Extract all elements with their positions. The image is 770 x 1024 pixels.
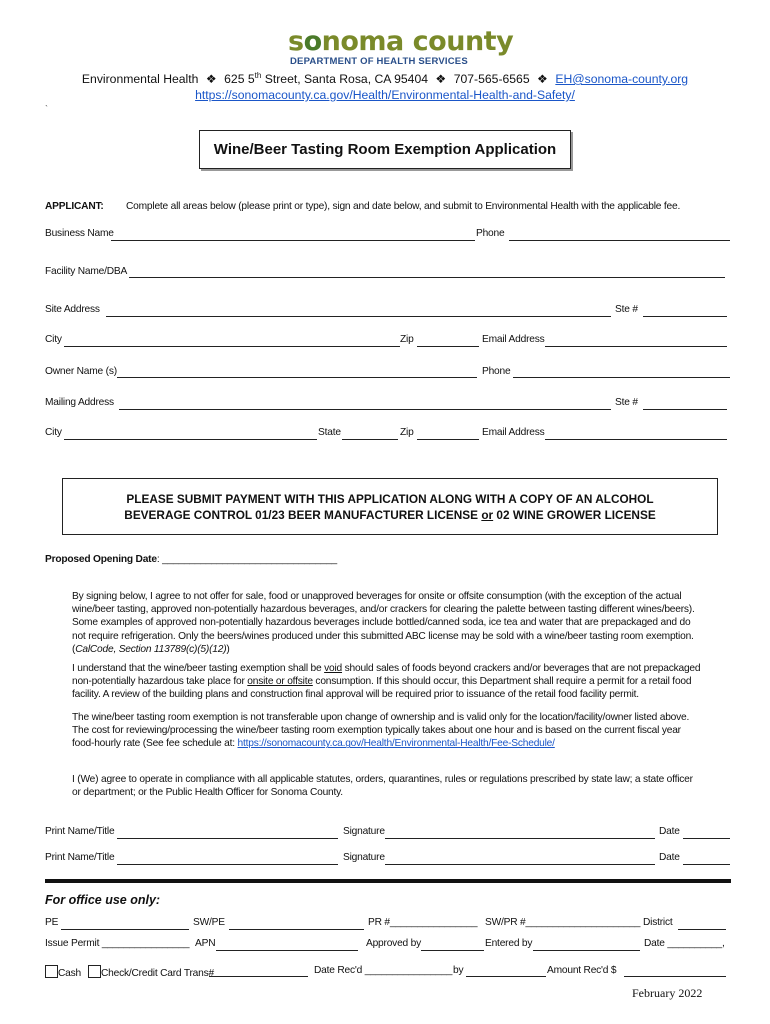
cash-option[interactable] (45, 965, 81, 979)
p2-void: void (324, 663, 343, 674)
swpe-label: SW/PE (193, 917, 225, 928)
revision-date: February 2022 (632, 986, 703, 1000)
mailing-email-label: Email Address (482, 427, 545, 438)
district-label: District (643, 917, 673, 928)
print-name-field-2[interactable] (117, 864, 338, 865)
mailing-zip-label: Zip (400, 427, 414, 438)
date-label: Date (659, 826, 680, 837)
date-label-2: Date (659, 852, 680, 863)
form-title: Wine/Beer Tasting Room Exemption Application (199, 130, 571, 169)
by-label: by (453, 965, 464, 976)
address-post: Street, Santa Rosa, CA 95404 (261, 72, 428, 87)
pr-field[interactable]: PR #________________ (368, 917, 478, 928)
logo-wordmark-s: s (288, 26, 304, 57)
logo-wordmark-o: o (303, 26, 322, 57)
signature-label: Signature (343, 826, 385, 837)
logo-department: DEPARTMENT OF HEALTH SERVICES (290, 56, 468, 67)
date-recd-field[interactable]: Date Rec'd ________________ (314, 965, 453, 976)
p1-text: By signing below, I agree to not offer for sale, food or unapproved beverages for onsite or offsite consumption (with the exception of the actual wine/beer tasting, approved non-potentially hazardous beverages, and/or crackers for clearing the palette between tasting different wines/beers). Some examples of approved non-potentially hazardous beverages include bottled/canned soda, ice tea and water that are prepackaged and do not require refrigeration. Only the beers/wines produced under this submitted ABC license may be sold with a wine/beer tasting room exemption. ( (72, 591, 695, 655)
opening-date-field[interactable]: : ________________________________ (156, 554, 338, 565)
stray-mark: ` (45, 104, 48, 114)
apn-field[interactable] (216, 950, 358, 951)
notice-line-2-pre: BEVERAGE CONTROL 01/23 BEER MANUFACTURER LICENSE (124, 507, 482, 522)
owner-phone-label: Phone (482, 366, 511, 377)
facility-name-label: Facility Name/DBA (45, 266, 128, 277)
notice-line-2-post: 02 WINE GROWER LICENSE (493, 507, 656, 522)
mailing-email-field[interactable] (545, 439, 727, 440)
p1-end: ) (226, 643, 230, 655)
payment-notice (62, 478, 718, 535)
by-field[interactable] (466, 976, 546, 977)
email-label: Email Address (482, 334, 545, 345)
cash-checkbox[interactable] (45, 965, 58, 978)
logo-wordmark (288, 26, 513, 57)
contact-address (224, 72, 428, 86)
facility-name-field[interactable] (129, 277, 725, 278)
address-sup: th (254, 71, 262, 80)
contact-phone: 707-565-6565 (453, 72, 530, 87)
signature-label-2: Signature (343, 852, 385, 863)
district-field[interactable] (678, 929, 726, 930)
opening-date-label: Proposed Opening Date (45, 554, 157, 565)
swpe-field[interactable] (229, 929, 364, 930)
contact-email-link[interactable]: EH@sonoma-county.org (555, 72, 689, 87)
p2-text-b: should sales of foods beyond crackers and/or beverages that are not prepackaged non-potentially hazardous take place for (72, 663, 701, 688)
zip-field[interactable] (417, 346, 479, 347)
terms-paragraph-4: I (We) agree to operate in compliance with all applicable statutes, orders, quarantines, rules or regulations prescribed by state law; a state officer or department; or the Public Health Officer for Sonoma County. (72, 774, 693, 799)
diamond-bullet-icon: ❖ (205, 72, 217, 87)
entered-by-field[interactable] (533, 950, 640, 951)
check-checkbox[interactable] (88, 965, 101, 978)
approved-by-label: Approved by (366, 938, 422, 949)
site-address-field[interactable] (106, 316, 611, 317)
amount-field[interactable] (624, 976, 726, 977)
entered-by-label: Entered by (485, 938, 533, 949)
print-name-field[interactable] (117, 838, 338, 839)
notice-line-2 (124, 507, 655, 523)
date-field-2[interactable] (683, 864, 730, 865)
swpr-field[interactable]: SW/PR #_____________________ (485, 917, 641, 928)
address-pre: 625 5 (224, 72, 255, 87)
signature-field[interactable] (385, 838, 655, 839)
notice-or: or (481, 507, 494, 522)
issue-permit-field[interactable]: Issue Permit ________________ (45, 938, 190, 949)
ste-label: Ste # (615, 304, 638, 315)
cash-label: Cash (58, 968, 81, 979)
mailing-ste-label: Ste # (615, 397, 638, 408)
email-field[interactable] (545, 346, 727, 347)
website-link[interactable]: https://sonomacounty.ca.gov/Health/Environmental-Health-and-Safety/ (195, 88, 575, 102)
city-label: City (45, 334, 62, 345)
mailing-city-field[interactable] (64, 439, 317, 440)
mailing-zip-field[interactable] (417, 439, 479, 440)
check-label: Check/Credit Card Trans# (101, 968, 214, 979)
mailing-ste-field[interactable] (643, 409, 727, 410)
applicant-label: APPLICANT: (45, 201, 104, 212)
mailing-city-label: City (45, 427, 62, 438)
ste-field[interactable] (643, 316, 727, 317)
print-name-label: Print Name/Title (45, 826, 115, 837)
business-name-label: Business Name (45, 228, 114, 239)
website-line (0, 88, 770, 102)
city-field[interactable] (64, 346, 400, 347)
p2-text-c: consumption. If this should occur, this Department shall require a permit for a retail food facility. A review of the building plans and construction final approval will be required prior to issuance of the retail food facility permit. (72, 676, 692, 701)
sonoma-county-logo (288, 26, 514, 68)
p2-onsite: onsite or offsite (247, 676, 313, 688)
mailing-address-label: Mailing Address (45, 397, 114, 408)
office-date-field[interactable]: Date __________, (644, 938, 725, 949)
amount-label: Amount Rec'd $ (547, 965, 617, 976)
diamond-bullet-icon: ❖ (435, 72, 447, 87)
p3-text: The wine/beer tasting room exemption is not transferable upon change of ownership and is valid only for the location/facility/owner listed above. The cost for reviewing/processing the wine/beer tasting room exemption typically takes about one hour and is based on the current fiscal year food-hourly rate (See fee schedule at: (72, 712, 690, 750)
mailing-address-field[interactable] (119, 409, 611, 410)
diamond-bullet-icon: ❖ (537, 72, 548, 87)
date-field[interactable] (683, 838, 730, 839)
contact-line (0, 71, 770, 86)
p2-text-a: I understand that the wine/beer tasting exemption shall be (72, 663, 325, 674)
zip-label: Zip (400, 334, 414, 345)
check-trans-field[interactable] (209, 976, 308, 977)
business-name-field[interactable] (111, 240, 475, 241)
section-divider (45, 879, 731, 883)
opening-date (45, 554, 337, 565)
phone-label: Phone (476, 228, 505, 239)
logo-wordmark-rest: noma county (321, 26, 514, 57)
state-label: State (318, 427, 341, 438)
approved-by-field[interactable] (421, 950, 484, 951)
contact-unit: Environmental Health (81, 72, 199, 87)
print-name-label-2: Print Name/Title (45, 852, 115, 863)
applicant-instructions: Complete all areas below (please print or type), sign and date below, and submit to Environmental Health with the applicable fee. (126, 201, 681, 212)
notice-line-1: PLEASE SUBMIT PAYMENT WITH THIS APPLICATION ALONG WITH A COPY OF AN ALCOHOL (126, 491, 654, 506)
terms-paragraph-2 (72, 662, 702, 702)
site-address-label: Site Address (45, 304, 100, 315)
phone-field[interactable] (509, 240, 730, 241)
fee-schedule-link[interactable]: https://sonomacounty.ca.gov/Health/Environmental-Health/Fee-Schedule/ (237, 738, 555, 750)
owner-phone-field[interactable] (513, 377, 730, 378)
apn-label: APN (195, 938, 216, 949)
owner-name-field[interactable] (117, 377, 477, 378)
terms-paragraph-1 (72, 590, 702, 656)
terms-paragraph-3 (72, 711, 702, 751)
pe-label: PE (45, 917, 59, 928)
pe-field[interactable] (61, 929, 189, 930)
check-option[interactable] (88, 965, 214, 979)
state-field[interactable] (342, 439, 398, 440)
office-use-heading: For office use only: (45, 893, 161, 907)
signature-field-2[interactable] (385, 864, 655, 865)
owner-name-label: Owner Name (s) (45, 366, 117, 377)
p1-citation: CalCode, Section 113789(c)(5)(12) (75, 643, 227, 655)
